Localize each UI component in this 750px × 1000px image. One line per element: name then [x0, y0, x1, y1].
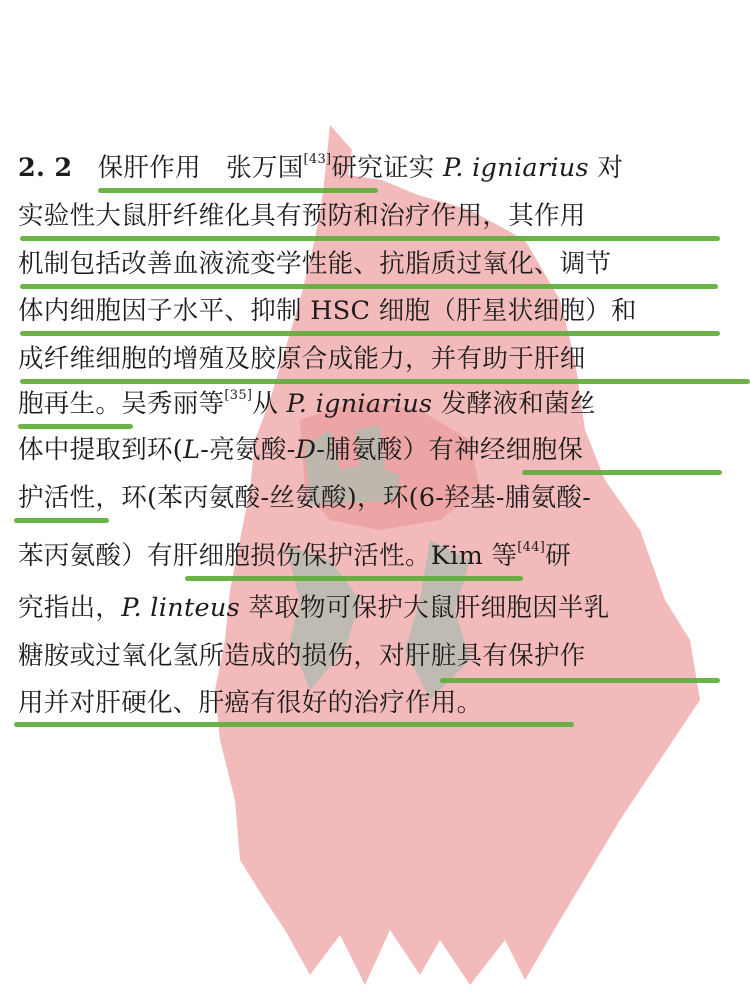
- highlight-line: [18, 424, 133, 429]
- highlight-line: [14, 518, 109, 523]
- text-line-12: 用并对肝硬化、肝癌有很好的治疗作用。: [18, 688, 483, 718]
- text-line-10: 究指出，P. linteus 萃取物可保护大鼠肝细胞因半乳: [18, 593, 610, 623]
- highlight-line: [185, 576, 523, 581]
- citation-ref: [35]: [224, 388, 253, 403]
- species-name: P. linteus: [121, 593, 240, 623]
- text-line-6: 胞再生。吴秀丽等[35]从 P. igniarius 发酵液和菌丝: [18, 388, 596, 419]
- text-line-3: 机制包括改善血液流变学性能、抗脂质过氧化、调节: [18, 249, 612, 279]
- text-line-11: 糖胺或过氧化氢所造成的损伤，对肝脏具有保护作: [18, 641, 586, 671]
- section-number: 2. 2: [18, 153, 73, 183]
- section-heading: 保肝作用: [97, 153, 201, 183]
- citation-ref: [44]: [517, 540, 546, 555]
- highlight-line: [98, 188, 378, 193]
- text-line-8: 护活性，环(苯丙氨酸-丝氨酸)，环(6-羟基-脯氨酸-: [18, 483, 592, 513]
- highlight-line: [20, 284, 718, 289]
- species-name: P. igniarius: [286, 389, 433, 419]
- text-line-1: 2. 2 保肝作用 张万国[43]研究证实 P. igniarius 对: [18, 152, 624, 183]
- text-line-9: 苯丙氨酸）有肝细胞损伤保护活性。Kim 等[44]研: [18, 540, 571, 571]
- highlight-line: [20, 331, 720, 336]
- text-line-2: 实验性大鼠肝纤维化具有预防和治疗作用，其作用: [18, 201, 586, 231]
- highlight-line: [20, 236, 720, 241]
- highlight-line: [522, 470, 722, 475]
- text-line-5: 成纤维细胞的增殖及胶原合成能力，并有助于肝细: [18, 344, 586, 374]
- species-name: P. igniarius: [443, 153, 589, 183]
- text-line-4: 体内细胞因子水平、抑制 HSC 细胞（肝星状细胞）和: [18, 296, 637, 326]
- text-line-7: 体中提取到环(L-亮氨酸-D-脯氨酸）有神经细胞保: [18, 435, 584, 465]
- citation-ref: [43]: [303, 152, 332, 167]
